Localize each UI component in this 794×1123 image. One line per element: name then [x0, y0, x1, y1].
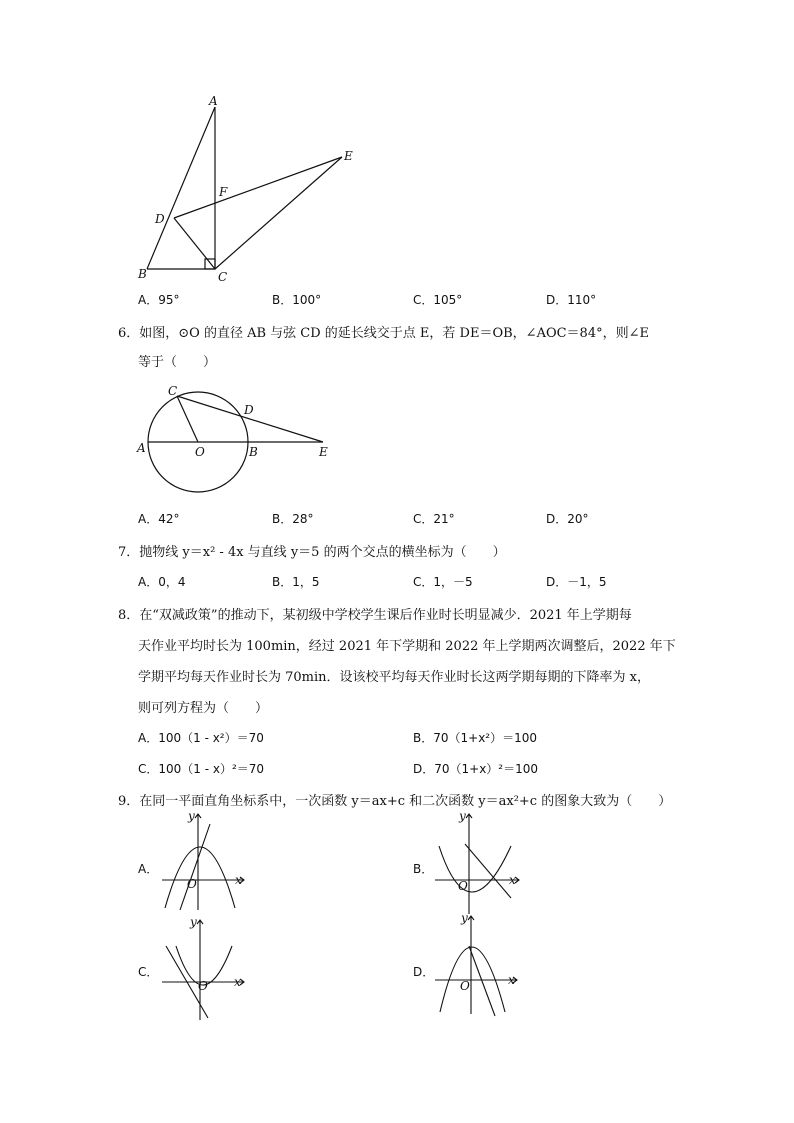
q7-option-c[interactable]: C．1，－5	[413, 575, 473, 589]
q6-label-d: D	[244, 403, 254, 417]
q7-option-a[interactable]: A．0，4	[138, 575, 186, 589]
q6-label-b: B	[249, 445, 258, 459]
q9-c-x-label: x	[234, 975, 241, 989]
q5-option-d[interactable]: D．110°	[546, 293, 597, 307]
q8-option-a[interactable]: A．100（1 - x²）＝70	[138, 731, 264, 745]
q5-triangle-figure	[130, 92, 370, 284]
q5-label-e: E	[344, 149, 353, 163]
q8-stem-line4: 则可列方程为（ ）	[138, 701, 269, 716]
q9-d-origin: O	[460, 979, 470, 993]
q6-label-o: O	[195, 445, 205, 459]
q9-a-x-label: x	[235, 873, 242, 887]
q6-option-a[interactable]: A．42°	[138, 512, 180, 526]
q9-b-x-label: x	[509, 873, 516, 887]
q9-option-d[interactable]: D．	[413, 965, 435, 979]
q9-a-origin: O	[187, 877, 197, 891]
q9-a-y-label: y	[188, 810, 195, 823]
q6-label-a: A	[137, 441, 146, 455]
q5-option-b[interactable]: B．100°	[272, 293, 322, 307]
q8-option-b[interactable]: B．70（1+x²）＝100	[413, 731, 538, 745]
q6-label-c: C	[168, 384, 178, 398]
q9-b-y-label: y	[459, 810, 466, 823]
q6-circle-figure	[135, 382, 335, 496]
q8-option-c[interactable]: C．100（1 - x）²＝70	[138, 762, 265, 776]
q6-option-b[interactable]: B．28°	[272, 512, 314, 526]
q6-option-d[interactable]: D．20°	[546, 512, 589, 526]
q5-option-c[interactable]: C．105°	[413, 293, 463, 307]
q9-graph-b[interactable]	[433, 810, 523, 916]
q6-stem-line1: 6．如图，⊙O 的直径 AB 与弦 CD 的延长线交于点 E，若 DE＝OB，∠AOC＝84°，则∠E	[118, 326, 649, 341]
q9-graph-c[interactable]	[160, 914, 250, 1022]
q9-d-y-label: y	[461, 912, 468, 925]
q9-option-c[interactable]: C．	[138, 965, 159, 979]
q6-stem-line2: 等于（ ）	[138, 355, 217, 370]
q9-option-b[interactable]: B．	[413, 862, 434, 876]
q9-option-a[interactable]: A．	[138, 862, 159, 876]
q9-c-y-label: y	[190, 915, 197, 929]
q9-stem: 9．在同一平面直角坐标系中，一次函数 y＝ax+c 和二次函数 y＝ax²+c 的图象大致为（ ）	[118, 794, 672, 809]
q7-stem: 7．抛物线 y＝x² - 4x 与直线 y＝5 的两个交点的横坐标为（ ）	[118, 545, 506, 560]
q9-graph-d[interactable]	[433, 912, 525, 1018]
q8-stem-line3: 学期平均每天作业时长为 70min．设该校平均每天作业时长这两学期每期的下降率为 x，	[138, 670, 650, 685]
q9-d-x-label: x	[508, 973, 515, 987]
q5-label-f: F	[219, 185, 228, 199]
q8-stem-line2: 天作业平均时长为 100min，经过 2021 年下学期和 2022 年上学期两次调整后，2022 年下	[138, 639, 676, 654]
q6-label-e: E	[319, 445, 328, 459]
q5-label-d: D	[155, 212, 165, 226]
q5-label-a: A	[209, 94, 218, 108]
q5-label-c: C	[218, 270, 228, 284]
q8-option-d[interactable]: D．70（1+x）²＝100	[413, 762, 539, 776]
q9-c-origin: O	[198, 979, 208, 993]
q5-option-a[interactable]: A．95°	[138, 293, 180, 307]
q7-option-b[interactable]: B．1，5	[272, 575, 320, 589]
q9-graph-a[interactable]	[160, 810, 250, 912]
q8-stem-line1: 8．在“双减政策”的推动下，某初级中学校学生课后作业时长明显减少．2021 年上学期每	[118, 608, 632, 623]
q5-label-b: B	[138, 267, 147, 281]
q7-option-d[interactable]: D．－1，5	[546, 575, 607, 589]
q9-b-origin: O	[458, 879, 468, 893]
q6-option-c[interactable]: C．21°	[413, 512, 455, 526]
